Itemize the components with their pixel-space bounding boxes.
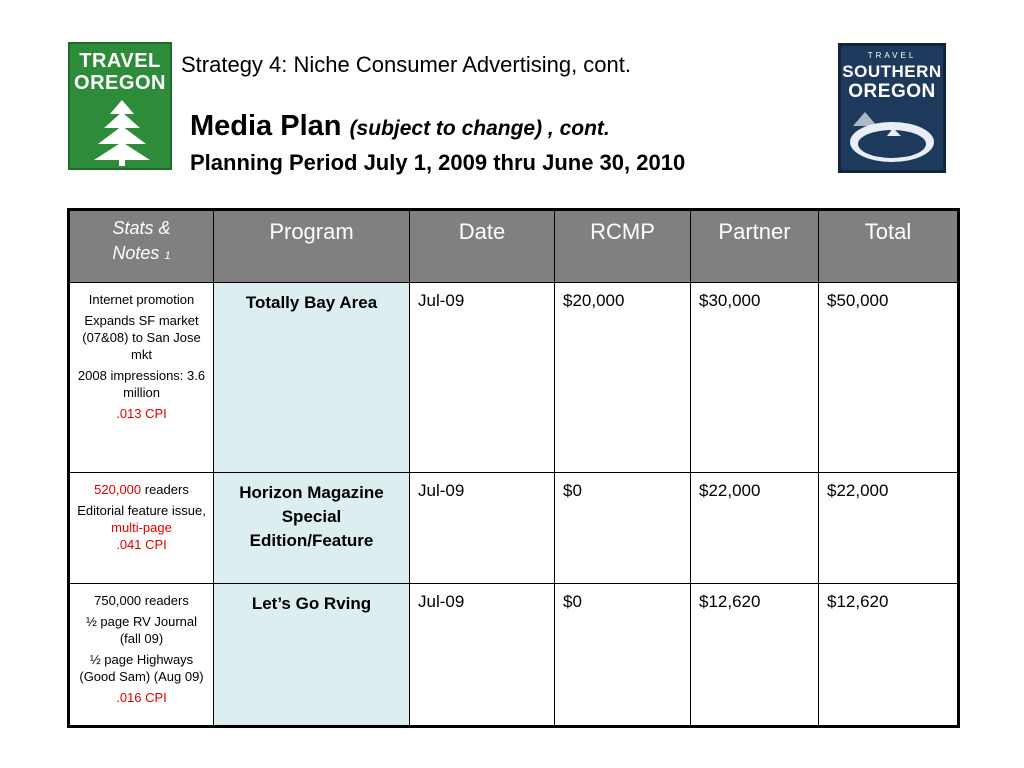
strategy-heading: Strategy 4: Niche Consumer Advertising, cont. — [181, 52, 631, 77]
stats-note: 750,000 readers — [94, 593, 189, 608]
header-stats-line1: Stats & — [112, 218, 171, 238]
table-row — [69, 584, 959, 727]
stats-note: 2008 impressions: 3.6 million — [77, 368, 206, 400]
title-subtitle: (subject to change) , cont. — [349, 117, 610, 140]
stats-note: ½ page Highways (Good Sam) (Aug 09) — [79, 652, 204, 684]
rcmp-cell: $0 — [555, 473, 691, 584]
stats-cpi: .041 CPI — [116, 537, 167, 552]
total-cell: $50,000 — [819, 283, 959, 473]
logo-left-line2: OREGON — [74, 72, 166, 94]
stats-note — [76, 481, 207, 498]
rcmp-cell: $20,000 — [555, 283, 691, 473]
date-cell: Jul-09 — [410, 584, 555, 727]
stats-readers-number: 520,000 — [94, 482, 142, 497]
travel-southern-oregon-logo — [838, 43, 946, 173]
program-cell: Horizon Magazine Special Edition/Feature — [214, 473, 410, 584]
rcmp-cell: $0 — [555, 584, 691, 727]
stats-cpi: .016 CPI — [116, 690, 167, 705]
table-header-row — [69, 210, 959, 283]
stats-cell — [69, 584, 214, 727]
stats-cpi: .013 CPI — [116, 406, 167, 421]
partner-cell: $12,620 — [691, 584, 819, 727]
stats-readers-word: readers — [141, 482, 189, 497]
date-cell: Jul-09 — [410, 473, 555, 584]
partner-cell: $22,000 — [691, 473, 819, 584]
crater-lake-icon — [847, 106, 937, 166]
stats-cell — [69, 283, 214, 473]
header-partner: Partner — [691, 210, 819, 283]
stats-feature: Editorial feature issue, — [77, 503, 206, 518]
header-stats-notes — [69, 210, 214, 283]
title-main: Media Plan — [190, 110, 342, 142]
stats-note — [76, 502, 207, 536]
table-row — [69, 283, 959, 473]
partner-cell: $30,000 — [691, 283, 819, 473]
header-stats-footnote: 1 — [164, 250, 171, 262]
stats-note: Expands SF market (07&08) to San Jose mkt — [82, 313, 201, 362]
tree-icon — [90, 98, 154, 166]
header-program: Program — [214, 210, 410, 283]
stats-feature-red: multi-page — [111, 520, 172, 535]
media-plan-table — [67, 208, 960, 728]
stats-note: Internet promotion — [88, 292, 195, 307]
page-title — [190, 110, 610, 143]
logo-right-line2: OREGON — [848, 81, 936, 102]
logo-left-line1: TRAVEL — [79, 50, 161, 72]
header-stats-line2: Notes — [112, 243, 160, 263]
logo-right-small: TRAVEL — [867, 51, 917, 60]
program-cell: Totally Bay Area — [214, 283, 410, 473]
travel-oregon-logo — [68, 42, 172, 170]
stats-cell — [69, 473, 214, 584]
header-date: Date — [410, 210, 555, 283]
total-cell: $22,000 — [819, 473, 959, 584]
program-cell: Let’s Go Rving — [214, 584, 410, 727]
header-total: Total — [819, 210, 959, 283]
date-cell: Jul-09 — [410, 283, 555, 473]
total-cell: $12,620 — [819, 584, 959, 727]
planning-period: Planning Period July 1, 2009 thru June 30, 2010 — [190, 150, 686, 175]
logo-right-line1: SOUTHERN — [842, 62, 942, 81]
header-rcmp: RCMP — [555, 210, 691, 283]
stats-note: ½ page RV Journal (fall 09) — [85, 614, 198, 646]
table-row — [69, 473, 959, 584]
